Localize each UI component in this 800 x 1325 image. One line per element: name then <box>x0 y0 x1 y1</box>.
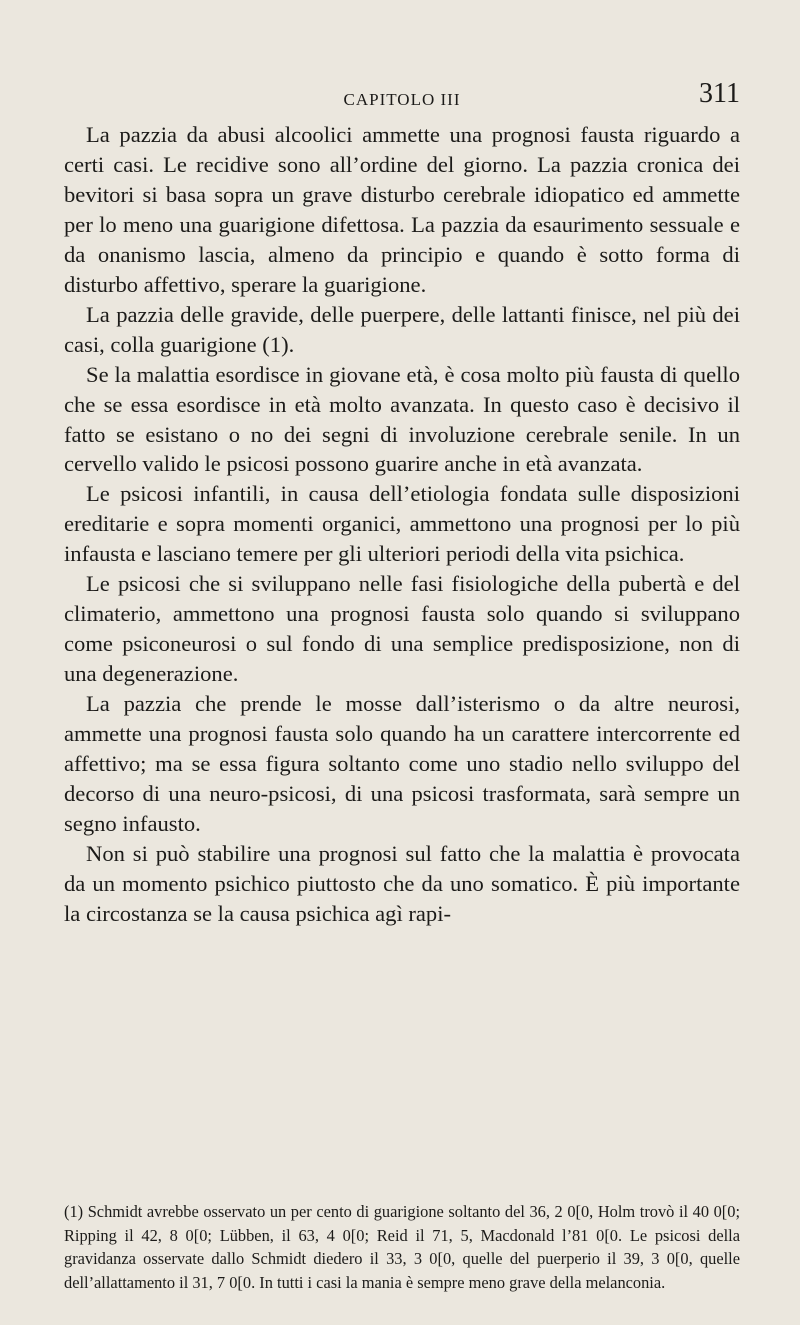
paragraph: Le psicosi che si sviluppano nelle fasi fisiologiche della pubertà e del climaterio, ammettono una prognosi fausta solo quando si sviluppano come psiconeurosi o sul fondo di una semplice predisposizione, non di una degenerazione. <box>64 571 740 687</box>
footnotes <box>64 1200 740 1294</box>
paragraph: Le psicosi infantili, in causa dell’etiologia fondata sulle disposizioni ereditarie e sopra momenti organici, ammettono una prognosi per lo più infausta e lasciano temere per gli ulteriori periodi della vita psichica. <box>64 481 740 567</box>
chapter-title: CAPITOLO III <box>343 90 461 109</box>
main-text <box>64 120 740 929</box>
running-header <box>64 78 740 118</box>
footnote: (1) Schmidt avrebbe osservato un per cento di guarigione soltanto del 36, 2 0[0, Holm trovò il 40 0[0; Ripping il 42, 8 0[0; Lübben, il 63, 4 0[0; Reid il 71, 5, Macdonald l’81 0[0. Le psicosi della gravidanza osservate dallo Schmidt diedero il 33, 3 0[0, quelle del puerperio il 39, 3 0[0, quelle dell’allattamento il 31, 7 0[0. In tutti i casi la mania è sempre meno grave della melanconia. <box>64 1202 740 1292</box>
paragraph: La pazzia da abusi alcoolici ammette una prognosi fausta riguardo a certi casi. Le recidive sono all’ordine del giorno. La pazzia cronica dei bevitori si basa sopra un grave disturbo cerebrale idiopatico ed ammette per lo meno una guarigione difettosa. La pazzia da esaurimento sessuale e da onanismo lascia, almeno da principio e quando è sotto forma di disturbo affettivo, sperare la guarigione. <box>64 122 740 297</box>
paragraph: Se la malattia esordisce in giovane età, è cosa molto più fausta di quello che se essa esordisce in età molto avanzata. In questo caso è decisivo il fatto se esistano o no dei segni di involuzione cerebrale senile. In un cervello valido le psicosi possono guarire anche in età avanzata. <box>64 361 740 477</box>
paragraph: La pazzia delle gravide, delle puerpere, delle lattanti finisce, nel più dei casi, colla guarigione (1). <box>64 301 740 357</box>
page-number: 311 <box>699 78 740 109</box>
paragraph: La pazzia che prende le mosse dall’isterismo o da altre neurosi, ammette una prognosi fausta solo quando ha un carattere intercorrente ed affettivo; ma se essa figura soltanto come uno stadio nello sviluppo del decorso di una neuro-psicosi, di una psicosi trasformata, sarà sempre un segno infausto. <box>64 691 740 836</box>
paragraph: Non si può stabilire una prognosi sul fatto che la malattia è provocata da un momento psichico piuttosto che da uno somatico. È più importante la circostanza se la causa psichica agì rapi- <box>64 840 740 926</box>
